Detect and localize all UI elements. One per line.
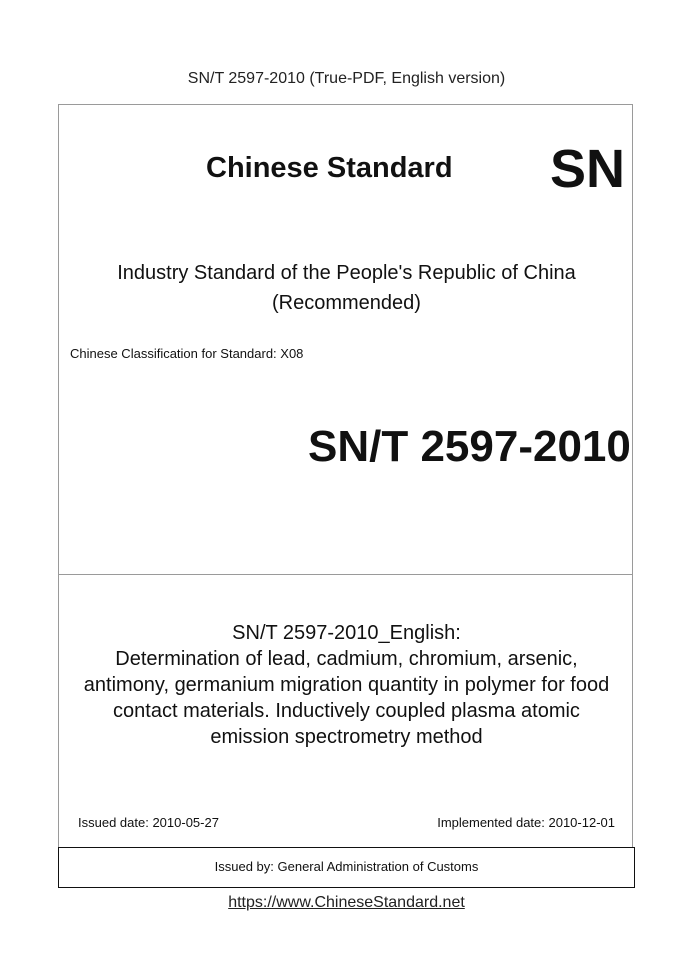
industry-line-1: Industry Standard of the People's Republic of China	[117, 262, 576, 284]
document-title-line-1: SN/T 2597-2010_English:	[232, 622, 461, 644]
standard-code: SN/T 2597-2010	[308, 422, 631, 471]
website-link[interactable]: https://www.ChineseStandard.net	[228, 894, 465, 911]
document-title	[62, 620, 631, 750]
implemented-date: Implemented date: 2010-12-01	[437, 815, 615, 830]
document-title-line-4: contact materials. Inductively coupled plasma atomic	[113, 700, 580, 722]
document-title-line-5: emission spectrometry method	[210, 726, 483, 748]
document-title-line-3: antimony, germanium migration quantity in polymer for food	[83, 674, 610, 696]
cover-title: Chinese Standard	[206, 152, 453, 184]
industry-line-2: (Recommended)	[272, 292, 421, 314]
document-header: SN/T 2597-2010 (True-PDF, English version)	[187, 70, 506, 87]
issued-date: Issued date: 2010-05-27	[78, 815, 219, 830]
industry-standard-label	[0, 258, 693, 318]
document-title-line-2: Determination of lead, cadmium, chromium, arsenic,	[115, 648, 578, 670]
issuer-label: Issued by: General Administration of Customs	[214, 859, 479, 874]
classification-label: Chinese Classification for Standard: X08	[70, 346, 304, 361]
sn-logo: SN	[550, 139, 626, 199]
